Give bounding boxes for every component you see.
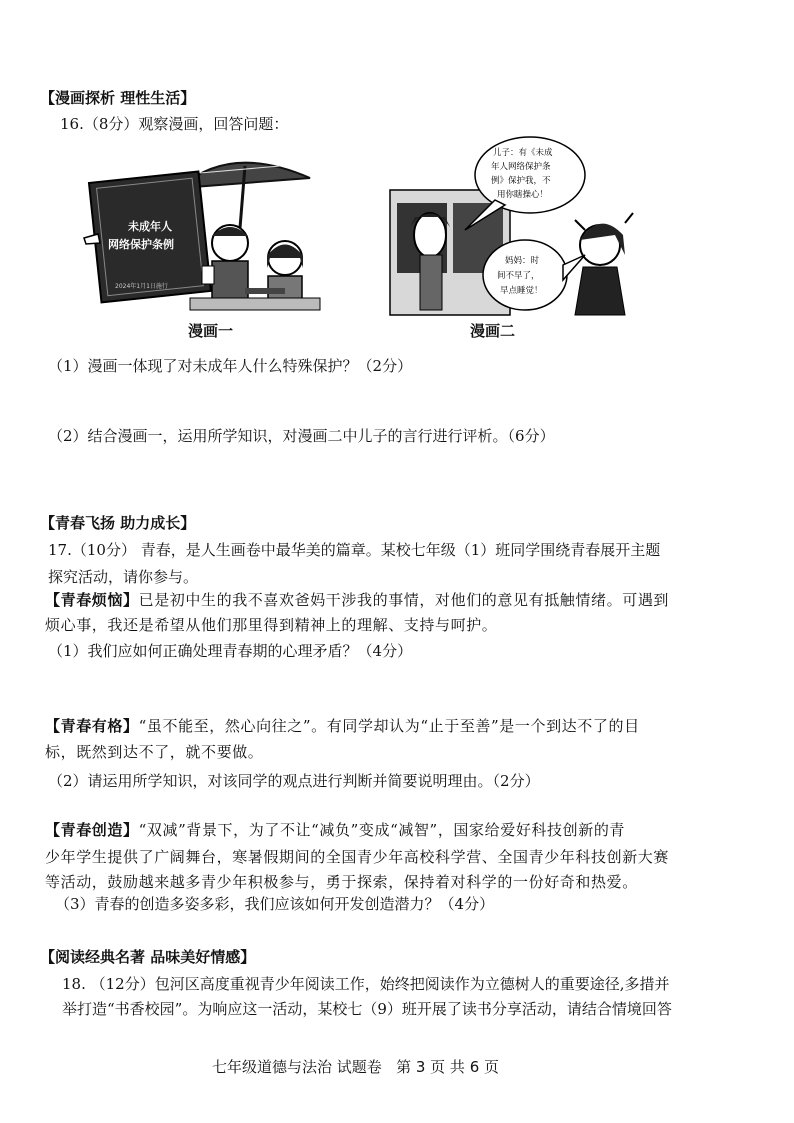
question-16: 16.（8分）观察漫画，回答问题： <box>60 115 289 133</box>
character-label: 【青春有格】 <box>45 717 139 735</box>
character-text-2: 标，既然到达不了，就不要做。 <box>45 743 264 761</box>
mom-speech-line-3: 早点睡觉！ <box>500 286 543 296</box>
character-paragraph-line-1 <box>45 714 640 739</box>
son-speech-line-3: 例》保护我，不 <box>491 176 551 186</box>
question-17-1: （1）我们应如何正确处理青春期的心理矛盾？（4分） <box>48 642 413 660</box>
comic-one <box>70 148 330 318</box>
question-16-2: （2）结合漫画一，运用所学知识，对漫画二中儿子的言行进行评析。（6分） <box>48 427 555 445</box>
section-heading-youth: 【青春飞扬 助力成长】 <box>40 514 196 532</box>
book-foot: 2024年1月1日施行 <box>115 283 168 290</box>
son-speech-line-4: 用你瞎操心！ <box>497 190 549 200</box>
mom-speech-line-1: 妈妈：时 <box>505 256 540 266</box>
comic-two <box>385 135 645 320</box>
book-title-1: 未成年人 <box>128 220 172 233</box>
section-heading-comic: 【漫画探析 理性生活】 <box>40 89 196 107</box>
question-17-3: （3）青春的创造多姿多彩，我们应该如何开发创造潜力？（4分） <box>55 895 495 913</box>
comic-one-illustration <box>70 148 330 318</box>
character-text-1: “虽不能至，然心向往之”。有同学却认为“止于至善”是一个到达不了的目 <box>138 717 640 735</box>
son-speech-line-1: 儿子：有《未成 <box>493 148 553 158</box>
question-18-line-2: 举打造“书香校园”。为响应这一活动，某校七（9）班开展了读书分享活动，请结合情境回答 <box>62 1000 672 1018</box>
trouble-label: 【青春烦恼】 <box>45 591 139 609</box>
create-label: 【青春创造】 <box>45 821 139 839</box>
create-paragraph-line-1 <box>45 818 625 843</box>
create-text-1: “双减”背景下，为了不让“减负”变成“减智”，国家给爱好科技创新的青 <box>138 821 626 839</box>
trouble-text-2: 烦心事，我还是希望从他们那里得到精神上的理解、支持与呵护。 <box>45 616 498 634</box>
comic-two-illustration <box>385 135 645 320</box>
trouble-paragraph-line-1 <box>45 588 669 613</box>
section-heading-reading: 【阅读经典名著 品味美好情感】 <box>40 948 256 966</box>
mom-speech-line-2: 间不早了， <box>497 271 540 281</box>
question-17-line-2: 探究活动，请你参与。 <box>48 568 199 586</box>
question-18-line-1: 18. （12分）包河区高度重视青少年阅读工作，始终把阅读作为立德树人的重要途径,多措并 <box>62 975 670 993</box>
comic-two-caption: 漫画二 <box>470 322 516 340</box>
create-text-2: 少年学生提供了广阔舞台，寒暑假期间的全国青少年高校科学营、全国青少年科技创新大赛 <box>45 848 670 866</box>
page-footer: 七年级道德与法治 试题卷 第 3 页 共 6 页 <box>212 1058 500 1076</box>
trouble-text-1: 已是初中生的我不喜欢爸妈干涉我的事情，对他们的意见有抵触情绪。可遇到 <box>138 591 670 609</box>
question-17-2: （2）请运用所学知识，对该同学的观点进行判断并简要说明理由。（2分） <box>48 772 540 790</box>
question-16-1: （1）漫画一体现了对未成年人什么特殊保护？（2分） <box>48 357 413 375</box>
comic-one-caption: 漫画一 <box>188 322 234 340</box>
question-17-line-1: 17.（10分） 青春，是人生画卷中最华美的篇章。某校七年级（1）班同学围绕青春展开主题 <box>48 541 661 559</box>
son-speech-line-2: 年人网络保护条 <box>491 162 551 172</box>
create-text-3: 等活动，鼓励越来越多青少年积极参与，勇于探索，保持着对科学的一份好奇和热爱。 <box>45 873 638 891</box>
book-title-2: 网络保护条例 <box>108 238 174 251</box>
